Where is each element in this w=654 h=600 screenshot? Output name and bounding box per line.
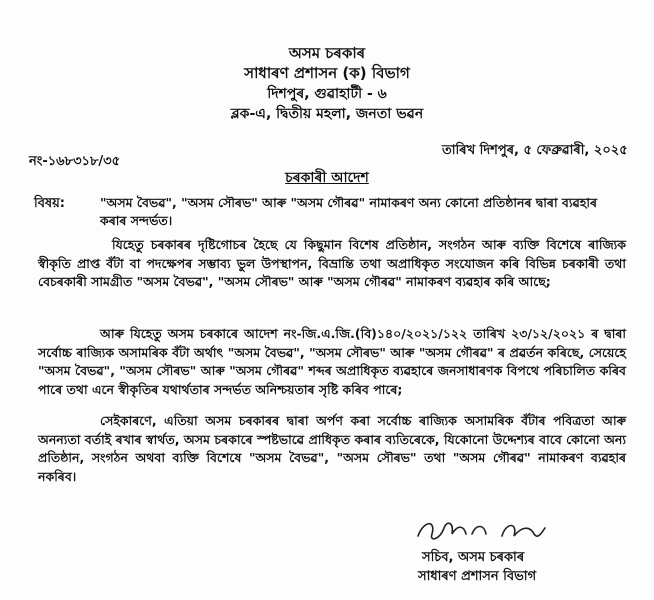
- order-title-text: চৰকাৰী আদেশ: [285, 170, 369, 186]
- order-title: [0, 166, 654, 190]
- paragraph-2: আৰু যিহেতু অসম চৰকাৰে আদেশ নং-জি.এ.জি.(বি)১৪০/২০২১/১২২ তাৰিখ ২৩/১২/২০২১ ৰ দ্বাৰা সৰ্বোচ্চ ৰাজ্যিক অসামৰিক বঁটা অৰ্থাৎ "অসম বৈভৱ", "অসম সৌৰভ" আৰু "অসম গৌৰৱ" ৰ প্ৰৱৰ্তন কৰিছে, সেয়েহে "অসম বৈভৱ", "অসম সৌৰভ" আৰু "অসম গৌৰৱ" শব্দৰ অপ্ৰাধিকৃত ব্যৱহাৰে জনসাধাৰণক বিপথে পৰিচালিত কৰিব পাৰে তথা এনে স্বীকৃতিৰ যথাৰ্থতাৰ সন্দৰ্ভত অনিশ্চয়তাৰ সৃষ্টি কৰিব পাৰে;: [38, 326, 626, 397]
- subject-text: "অসম বৈভৱ", "অসম সৌৰভ" আৰু "অসম গৌৰৱ" নামাকৰণ অন্য কোনো প্ৰতিষ্ঠানৰ দ্বাৰা ব্যৱহাৰ কৰাৰ সন্দৰ্ভত।: [100, 195, 598, 228]
- order-date: তাৰিখ দিশপুৰ, ৫ ফেব্ৰুৱাৰী, ২০২৫: [442, 143, 628, 158]
- header-department: সাধাৰণ প্ৰশাসন (ক) বিভাগ: [244, 64, 410, 82]
- paragraph-3: সেইকাৰণে, এতিয়া অসম চৰকাৰৰ দ্বাৰা অৰ্পণ কৰা সৰ্বোচ্চ ৰাজ্যিক অসামৰিক বঁটাৰ পবিত্ৰতা আৰু অনন্যতা বৰ্তাই ৰখাৰ স্বাৰ্থত, অসম চৰকাৰে স্পষ্টভাৱে প্ৰাধিকৃত কৰাৰ ব্যতিৰেকে, যিকোনো উদ্দেশ্যৰ বাবে কোনো অন্য প্ৰতিষ্ঠান, সংগঠন অথবা ব্যক্তি বিশেষে "অসম বৈভৱ", "অসম সৌৰভ" তথা "অসম গৌৰৱ" নামাকৰণ ব্যৱহাৰ নকৰিব।: [38, 413, 626, 484]
- reference-number: নং-১৬৮৩১৮/৩৫: [29, 154, 121, 169]
- paragraph-1: যিহেতু চৰকাৰৰ দৃষ্টিগোচৰ হৈছে যে কিছুমান বিশেষ প্ৰতিষ্ঠান, সংগঠন আৰু ব্যক্তি বিশেষে ৰাজ্যিক স্বীকৃতি প্ৰাপ্ত বঁটা বা পদক্ষেপৰ সম্ভাব্য ভুল উপস্থাপন, বিভ্ৰান্তি তথা অপ্ৰাধিকৃত সংযোজন কৰি বিভিন্ন চৰকাৰী তথা বেচৰকাৰী সামগ্ৰীত "অসম বৈভৱ", "অসম সৌৰভ" আৰু "অসম গৌৰৱ" নামাকৰণ ব্যৱহাৰ কৰি আছে;: [38, 237, 626, 289]
- handwritten-signature: [414, 514, 549, 548]
- header-government: অসম চৰকাৰ: [288, 44, 366, 62]
- header-address: ব্লক-এ, দ্বিতীয় মহলা, জনতা ভৱন: [230, 106, 424, 122]
- header-location: দিশপুৰ, গুৱাহাটী - ৬: [267, 86, 387, 102]
- subject-label: বিষয়:: [34, 196, 65, 211]
- signatory-designation: সচিব, অসম চৰকাৰ: [422, 550, 525, 565]
- signatory-department: সাধাৰণ প্ৰশাসন বিভাগ: [418, 569, 537, 584]
